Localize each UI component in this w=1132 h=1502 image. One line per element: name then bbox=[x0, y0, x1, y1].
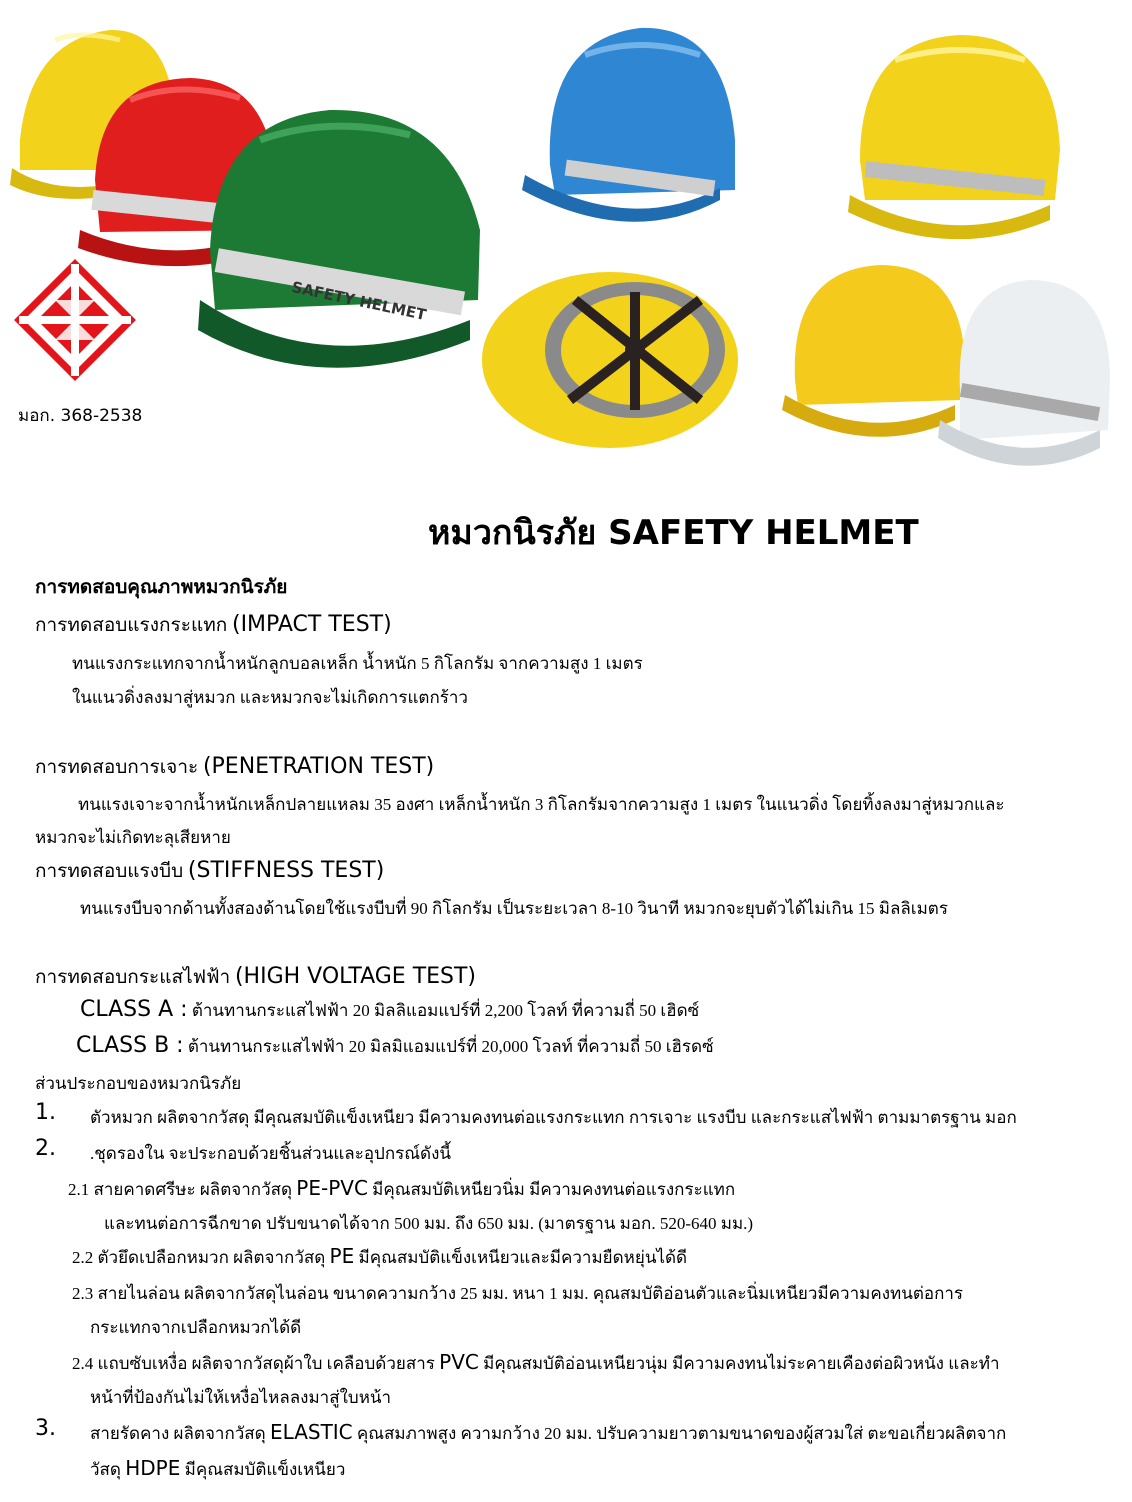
penetration-test-title bbox=[35, 752, 434, 782]
sub21-text-a: 2.1 สายคาดศรีษะ ผลิตจากวัสดุ bbox=[68, 1180, 293, 1199]
sub22-text-a: 2.2 ตัวยึดเปลือกหมวก ผลิตจากวัสดุ bbox=[72, 1248, 326, 1267]
penetration-desc-line1: ทนแรงเจาะจากน้ำหนักเหล็กปลายแหลม 35 องศา เหล็กน้ำหนัก 3 กิโลกรัมจากความสูง 1 เมตร ในแนวดิ่ง โดยทิ้งลงมาสู่หมวกและ bbox=[78, 795, 1005, 814]
stiffness-title-en: (STIFFNESS TEST) bbox=[187, 858, 385, 883]
impact-title-th: การทดสอบแรงกระแทก bbox=[35, 615, 228, 636]
components-heading: ส่วนประกอบของหมวกนิรภัย bbox=[35, 1074, 242, 1093]
class-a-line bbox=[80, 997, 699, 1024]
helmet-photos bbox=[0, 0, 1132, 480]
item3-text-a: สายรัดคาง ผลิตจากวัสดุ bbox=[90, 1424, 266, 1443]
impact-test-title bbox=[35, 610, 392, 640]
sub24-text-b: มีคุณสมบัติอ่อนเหนียวนุ่ม มีความคงทนไม่ระคายเคืองต่อผิวหนัง และทำ bbox=[483, 1354, 1000, 1373]
sub22-material: PE bbox=[329, 1244, 355, 1268]
class-a-label: CLASS A : bbox=[80, 997, 188, 1022]
item3-line2-material: HDPE bbox=[125, 1456, 181, 1480]
sub24-material: PVC bbox=[439, 1350, 479, 1374]
sub22-line bbox=[72, 1244, 687, 1271]
sub24-line1 bbox=[72, 1350, 1000, 1377]
item3-line2-text-a: วัสดุ bbox=[90, 1460, 121, 1479]
sub21-material: PE-PVC bbox=[296, 1176, 368, 1200]
item2-text: .ชุดรองใน จะประกอบด้วยชิ้นส่วนและอุปกรณ์ดังนี้ bbox=[90, 1144, 451, 1163]
tis-logo-icon bbox=[19, 264, 131, 376]
class-b-line bbox=[76, 1033, 714, 1060]
sub23-line1: 2.3 สายไนล่อน ผลิตจากวัสดุไนล่อน ขนาดความกว้าง 25 มม. หนา 1 มม. คุณสมบัติอ่อนตัวและนิ่มเหนียวมีความคงทนต่อการ bbox=[72, 1284, 964, 1303]
stiffness-test-title bbox=[35, 856, 384, 886]
quality-test-heading: การทดสอบคุณภาพหมวกนิรภัย bbox=[35, 577, 288, 598]
standard-label: มอก. 368-2538 bbox=[18, 406, 143, 426]
item1-text: ตัวหมวก ผลิตจากวัสดุ มีคุณสมบัติแข็งเหนียว มีความคงทนต่อแรงกระแทก การเจาะ แรงบีบ และกระแสไฟฟ้า ตามมาตรฐาน มอก bbox=[90, 1108, 1017, 1127]
voltage-title-en: (HIGH VOLTAGE TEST) bbox=[234, 964, 477, 989]
yellow-helmet-right bbox=[848, 35, 1060, 239]
sub21-text-b: มีคุณสมบัติเหนียวนิ่ม มีความคงทนต่อแรงกระแทก bbox=[372, 1180, 736, 1199]
item3-line2-text-b: มีคุณสมบัติแข็งเหนียว bbox=[184, 1460, 346, 1479]
sub22-text-b: มีคุณสมบัติแข็งเหนียวและมีความยืดหยุ่นได้ดี bbox=[358, 1248, 688, 1267]
item3-text-b: คุณสมภาพสูง ความกว้าง 20 มม. ปรับความยาวตามขนาดของผู้สวมใส่ ตะขอเกี่ยวผลิตจาก bbox=[356, 1424, 1007, 1443]
class-b-text: ต้านทานกระแสไฟฟ้า 20 มิลมิแอมแปร์ที่ 20,000 โวลท์ ที่ความถี่ 50 เฮิรดซ์ bbox=[187, 1037, 714, 1056]
impact-desc-line1: ทนแรงกระแทกจากน้ำหนักลูกบอลเหล็ก น้ำหนัก 5 กิโลกรัม จากความสูง 1 เมตร bbox=[72, 654, 643, 673]
impact-title-en: (IMPACT TEST) bbox=[231, 612, 392, 637]
penetration-title-en: (PENETRATION TEST) bbox=[202, 754, 435, 779]
item3-line1 bbox=[90, 1420, 1006, 1447]
blue-helmet bbox=[522, 28, 735, 222]
sub21-line2: และทนต่อการฉีกขาด ปรับขนาดได้จาก 500 มม. ถึง 650 มม. (มาตรฐาน มอก. 520-640 มม.) bbox=[104, 1214, 754, 1233]
sub24-line2: หน้าที่ป้องกันไม่ให้เหงื่อไหลลงมาสู่ใบหน้า bbox=[90, 1388, 392, 1407]
helmet-interior bbox=[482, 272, 738, 448]
helmet-band-label: SAFETY HELMET bbox=[290, 277, 428, 325]
stiffness-title-th: การทดสอบแรงบีบ bbox=[35, 861, 184, 882]
item1-number: 1. bbox=[35, 1100, 56, 1125]
impact-desc-line2: ในแนวดิ่งลงมาสู่หมวก และหมวกจะไม่เกิดการแตกร้าว bbox=[72, 688, 468, 707]
class-a-text: ต้านทานกระแสไฟฟ้า 20 มิลลิแอมแปร์ที่ 2,200 โวลท์ ที่ความถี่ 50 เฮิดซ์ bbox=[191, 1001, 700, 1020]
class-b-label: CLASS B : bbox=[76, 1033, 184, 1058]
sub21-line1 bbox=[68, 1176, 735, 1203]
penetration-desc-line2: หมวกจะไม่เกิดทะลุเสียหาย bbox=[35, 828, 231, 847]
voltage-test-title bbox=[35, 962, 476, 992]
sub23-line2: กระแทกจากเปลือกหมวกได้ดี bbox=[90, 1318, 302, 1337]
page-title: หมวกนิรภัย SAFETY HELMET bbox=[428, 513, 919, 553]
item2-number: 2. bbox=[35, 1136, 56, 1161]
penetration-title-th: การทดสอบการเจาะ bbox=[35, 757, 199, 778]
yellow-white-helmets bbox=[782, 265, 1110, 466]
sub24-text-a: 2.4 แถบซับเหงื่อ ผลิตจากวัสดุผ้าใบ เคลือบด้วยสาร bbox=[72, 1354, 435, 1373]
item3-line2 bbox=[90, 1456, 345, 1483]
stiffness-desc-line1: ทนแรงบีบจากด้านทั้งสองด้านโดยใช้แรงบีบที่ 90 กิโลกรัม เป็นระยะเวลา 8-10 วินาที หมวกจะยุบตัวได้ไม่เกิน 15 มิลลิเมตร bbox=[80, 899, 948, 918]
voltage-title-th: การทดสอบกระแสไฟฟ้า bbox=[35, 967, 231, 988]
item3-number: 3. bbox=[35, 1416, 56, 1441]
item3-material: ELASTIC bbox=[269, 1420, 353, 1444]
